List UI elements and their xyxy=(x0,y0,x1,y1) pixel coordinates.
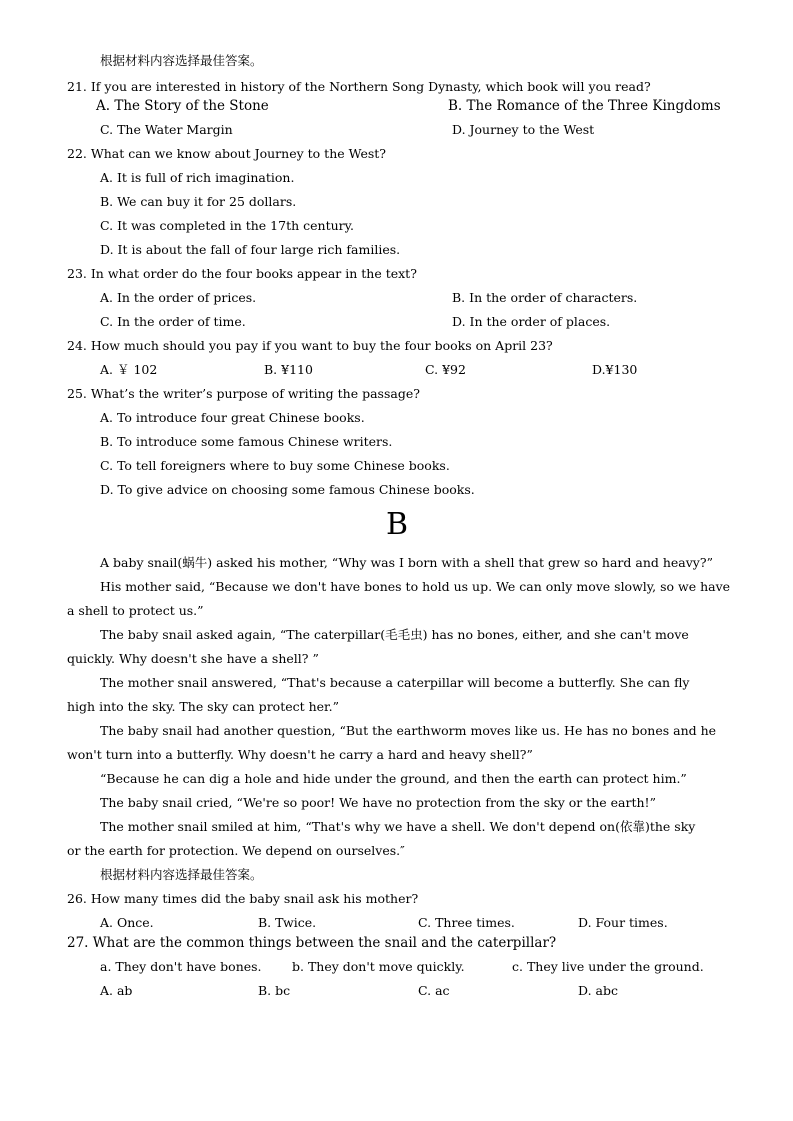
question-22-stem: 22. What can we know about Journey to the West? xyxy=(67,146,386,161)
q22-option-a: A. It is full of rich imagination. xyxy=(100,170,295,185)
story-line: or the earth for protection. We depend on ourselves.″ xyxy=(67,843,405,858)
story-line: The baby snail asked again, “The caterpillar(毛毛虫) has no bones, either, and she can't move xyxy=(100,627,689,642)
story-line: quickly. Why doesn't she have a shell? ” xyxy=(67,651,319,666)
q23-option-a: A. In the order of prices. xyxy=(100,290,257,305)
q23-option-d: D. In the order of places. xyxy=(452,314,611,329)
story-line: won't turn into a butterfly. Why doesn't he carry a hard and heavy shell?” xyxy=(67,747,533,762)
question-27-stem: 27. What are the common things between the snail and the caterpillar? xyxy=(67,935,557,951)
q23-option-b: B. In the order of characters. xyxy=(452,290,638,305)
story-line: The mother snail smiled at him, “That's why we have a shell. We don't depend on(依靠)the sky xyxy=(100,819,696,834)
instruction-text: 根据材料内容选择最佳答案。 xyxy=(100,867,263,882)
story-line: The baby snail had another question, “But the earthworm moves like us. He has no bones and he xyxy=(100,723,717,738)
instruction-text: 根据材料内容选择最佳答案。 xyxy=(100,53,263,68)
q21-option-d: D. Journey to the West xyxy=(452,122,595,137)
q23-option-c: C. In the order of time. xyxy=(100,314,246,329)
question-21-stem: 21. If you are interested in history of the Northern Song Dynasty, which book will you read? xyxy=(67,79,651,94)
q21-option-b: B. The Romance of the Three Kingdoms xyxy=(448,98,721,114)
q25-option-a: A. To introduce four great Chinese books. xyxy=(100,410,365,425)
question-26-stem: 26. How many times did the baby snail ask his mother? xyxy=(67,891,419,906)
q27-option-c: C. ac xyxy=(418,983,450,998)
question-23-stem: 23. In what order do the four books appear in the text? xyxy=(67,266,417,281)
question-24-stem: 24. How much should you pay if you want to buy the four books on April 23? xyxy=(67,338,553,353)
question-25-stem: 25. What’s the writer’s purpose of writing the passage? xyxy=(67,386,420,401)
q25-option-d: D. To give advice on choosing some famous Chinese books. xyxy=(100,482,475,497)
q24-option-d: D.¥130 xyxy=(592,362,638,377)
q24-option-a: A. ￥ 102 xyxy=(100,362,158,377)
story-line: high into the sky. The sky can protect her.” xyxy=(67,699,340,714)
q27-option-d: D. abc xyxy=(578,983,618,998)
story-line: The baby snail cried, “We're so poor! We have no protection from the sky or the earth!” xyxy=(100,795,656,810)
q25-option-b: B. To introduce some famous Chinese writers. xyxy=(100,434,393,449)
story-line: a shell to protect us.” xyxy=(67,603,204,618)
q22-option-c: C. It was completed in the 17th century. xyxy=(100,218,355,233)
q26-option-b: B. Twice. xyxy=(258,915,317,930)
q21-option-a: A. The Story of the Stone xyxy=(96,98,269,114)
q22-option-d: D. It is about the fall of four large rich families. xyxy=(100,242,401,257)
q25-option-c: C. To tell foreigners where to buy some Chinese books. xyxy=(100,458,450,473)
q27-option-a: A. ab xyxy=(100,983,133,998)
q27-statement-c: c. They live under the ground. xyxy=(512,959,704,974)
q27-statement-a: a. They don't have bones. xyxy=(100,959,262,974)
story-line: “Because he can dig a hole and hide under the ground, and then the earth can protect him.” xyxy=(100,771,687,786)
q27-option-b: B. bc xyxy=(258,983,291,998)
q24-option-b: B. ¥110 xyxy=(264,362,313,377)
q21-option-c: C. The Water Margin xyxy=(100,122,233,137)
q27-statement-b: b. They don't move quickly. xyxy=(292,959,465,974)
q24-option-c: C. ¥92 xyxy=(425,362,466,377)
q26-option-c: C. Three times. xyxy=(418,915,515,930)
q22-option-b: B. We can buy it for 25 dollars. xyxy=(100,194,297,209)
section-b-heading: B xyxy=(386,507,409,542)
q26-option-d: D. Four times. xyxy=(578,915,668,930)
story-line: A baby snail(蜗牛) asked his mother, “Why was I born with a shell that grew so hard and heavy?” xyxy=(100,555,713,570)
q26-option-a: A. Once. xyxy=(100,915,154,930)
story-line: His mother said, “Because we don't have bones to hold us up. We can only move slowly, so we have xyxy=(100,579,731,594)
story-line: The mother snail answered, “That's because a caterpillar will become a butterfly. She can fly xyxy=(100,675,690,690)
